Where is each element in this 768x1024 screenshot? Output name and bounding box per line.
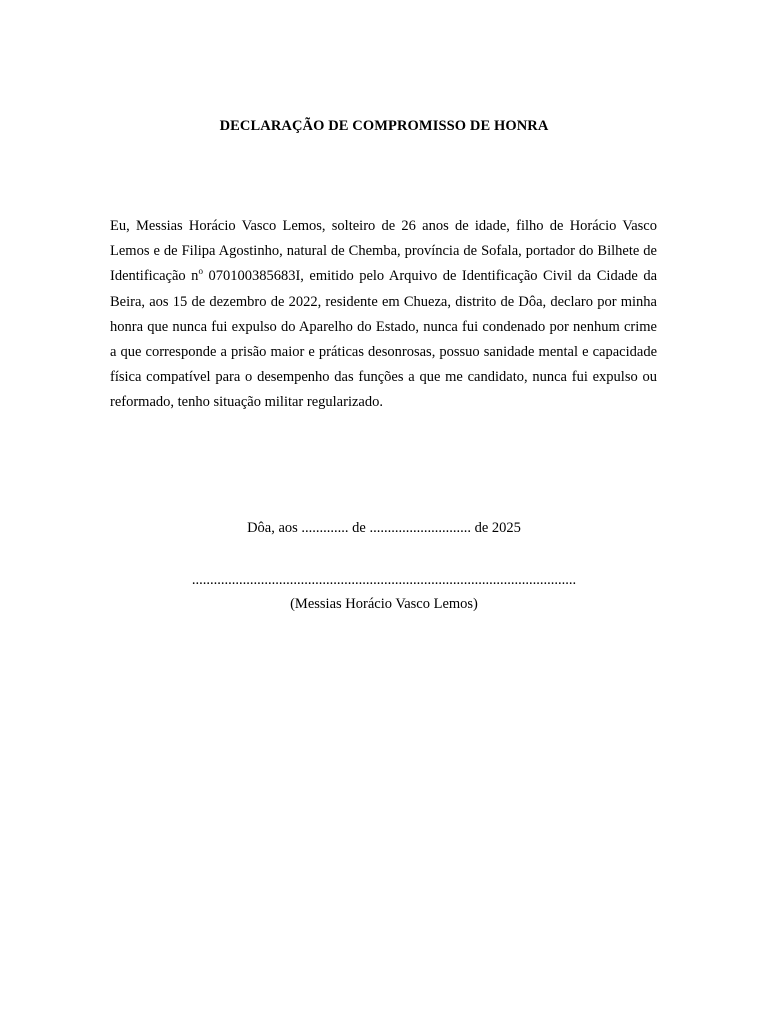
ordinal-indicator: o xyxy=(198,266,203,277)
declaration-body xyxy=(110,214,657,416)
signatory-name: (Messias Horácio Vasco Lemos) xyxy=(290,596,478,612)
declaration-text-part2: 070100385683I, emitido pelo Arquivo de Identificação Civil da Cidade da Beira, aos 15 de dezembro de 2022, residente em Chueza, distrito de Dôa, declaro por minha honra que nunca fui expulso do Aparelho do Estado, nunca fui condenado por nenhum crime a que corresponde a prisão maior e práticas desonrosas, possuo sanidade mental e capacidade física compatível para o desempenho das funções a que me candidato, nunca fui expulso ou reformado, tenho situação militar regularizado. xyxy=(110,268,658,411)
place-date-line: Dôa, aos ............. de ............................ de 2025 xyxy=(247,520,521,536)
document-title: DECLARAÇÃO DE COMPROMISSO DE HONRA xyxy=(219,118,549,134)
declaration-text-part1: Eu, Messias Horácio Vasco Lemos, solteiro de 26 anos de idade, filho de Horácio Vasco Lemos e de Filipa Agostinho, natural de Chemba, província de Sofala, portador do Bilhete de Identificação n xyxy=(110,218,657,285)
signature-dotted-line: .......................................................................................................... xyxy=(191,572,577,588)
